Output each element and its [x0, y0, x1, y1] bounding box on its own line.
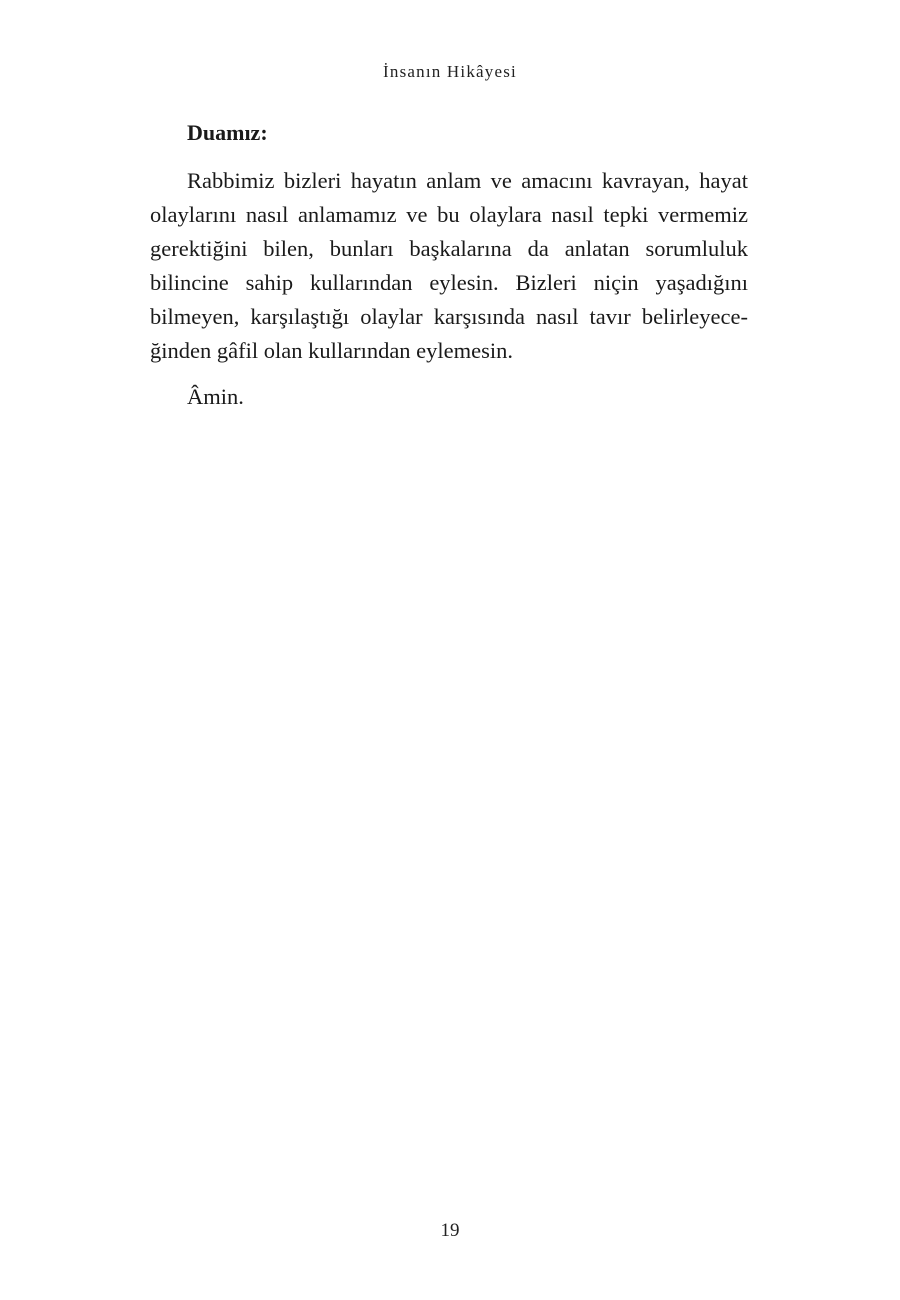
running-header: İnsanın Hikâyesi: [383, 62, 517, 81]
paragraph-line: olaylarını nasıl anlamamız ve bu olaylara nasıl tepki vermemiz: [150, 202, 748, 227]
page-number: 19: [440, 1220, 460, 1241]
paragraph-line: ğinden gâfil olan kullarından eylemesin.: [150, 338, 514, 363]
section-heading: Duamız:: [187, 120, 268, 145]
paragraph-line: bilmeyen, karşılaştığı olaylar karşısında nasıl tavır belirleyece-: [150, 304, 748, 329]
closing-word: Âmin.: [187, 384, 244, 409]
page-content: [150, 116, 748, 414]
paragraph-line: gerektiğini bilen, bunları başkalarına da anlatan sorumluluk: [150, 236, 748, 261]
paragraph-line: bilincine sahip kullarından eylesin. Bizleri niçin yaşadığını: [150, 270, 748, 295]
paragraph-line: Rabbimiz bizleri hayatın anlam ve amacını kavrayan, hayat: [187, 168, 748, 193]
prayer-paragraph: [150, 164, 748, 368]
